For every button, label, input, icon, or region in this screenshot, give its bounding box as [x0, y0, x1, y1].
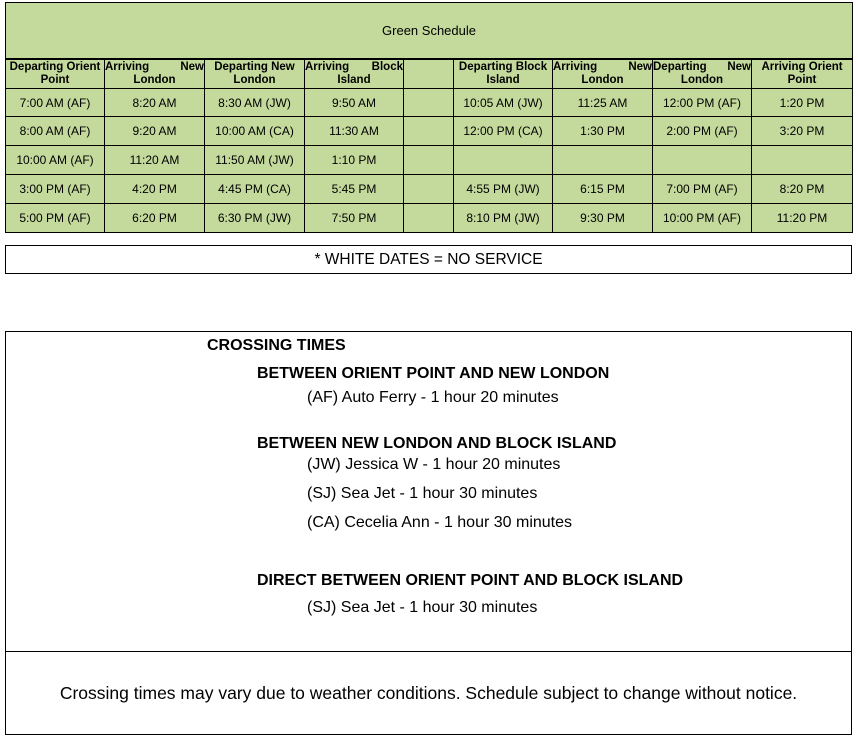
table-cell: 8:20 AM — [105, 89, 205, 117]
column-header: Departing New London — [205, 59, 305, 89]
table-cell — [404, 89, 454, 117]
schedule-table — [5, 2, 853, 233]
table-cell: 4:45 PM (CA) — [205, 175, 305, 204]
table-cell — [404, 204, 454, 233]
table-cell: 6:30 PM (JW) — [205, 204, 305, 233]
column-header: Departing Block Island — [454, 59, 553, 89]
table-cell: 10:05 AM (JW) — [454, 89, 553, 117]
footnote: Crossing times may vary due to weather conditions. Schedule subject to change without notice. — [59, 683, 798, 703]
section-heading: DIRECT BETWEEN ORIENT POINT AND BLOCK ISLAND — [257, 572, 684, 589]
table-cell: 4:55 PM (JW) — [454, 175, 553, 204]
column-header: Arriving New London — [105, 59, 205, 89]
table-cell: 5:00 PM (AF) — [6, 204, 105, 233]
table-cell: 11:30 AM — [305, 117, 404, 146]
table-cell: 7:50 PM — [305, 204, 404, 233]
table-cell: 6:20 PM — [105, 204, 205, 233]
divider — [6, 651, 851, 652]
table-cell — [752, 146, 853, 175]
table-cell: 4:20 PM — [105, 175, 205, 204]
table-cell: 11:50 AM (JW) — [205, 146, 305, 175]
table-cell: 7:00 AM (AF) — [6, 89, 105, 117]
table-cell — [404, 146, 454, 175]
table-row — [6, 117, 853, 146]
crossing-line: (AF) Auto Ferry - 1 hour 20 minutes — [307, 389, 559, 406]
section-heading: BETWEEN NEW LONDON AND BLOCK ISLAND — [257, 435, 617, 452]
table-cell: 1:30 PM — [553, 117, 653, 146]
table-cell: 2:00 PM (AF) — [653, 117, 752, 146]
table-cell: 10:00 PM (AF) — [653, 204, 752, 233]
schedule-title: Green Schedule — [6, 3, 853, 60]
table-cell — [553, 146, 653, 175]
column-header: Arriving Block Island — [305, 59, 404, 89]
column-header: Arriving New London — [553, 59, 653, 89]
crossing-line: (SJ) Sea Jet - 1 hour 30 minutes — [307, 599, 538, 616]
column-header: Departing New London — [653, 59, 752, 89]
crossing-line: (JW) Jessica W - 1 hour 20 minutes — [307, 456, 561, 473]
crossing-times-title: CROSSING TIMES — [207, 337, 346, 354]
table-cell: 10:00 AM (AF) — [6, 146, 105, 175]
table-cell: 11:20 AM — [105, 146, 205, 175]
table-row — [6, 204, 853, 233]
table-cell: 12:00 PM (AF) — [653, 89, 752, 117]
table-cell — [653, 146, 752, 175]
column-header: Arriving Orient Point — [752, 59, 853, 89]
column-header-spacer — [404, 59, 454, 89]
table-cell: 10:00 AM (CA) — [205, 117, 305, 146]
section-heading: BETWEEN ORIENT POINT AND NEW LONDON — [257, 365, 610, 382]
table-cell: 5:45 PM — [305, 175, 404, 204]
table-cell: 6:15 PM — [553, 175, 653, 204]
table-cell — [454, 146, 553, 175]
table-row — [6, 175, 853, 204]
header-row — [6, 59, 853, 89]
table-cell: 9:30 PM — [553, 204, 653, 233]
crossing-times-box — [5, 331, 852, 735]
crossing-line: (CA) Cecelia Ann - 1 hour 30 minutes — [307, 514, 573, 531]
table-cell: 3:20 PM — [752, 117, 853, 146]
table-cell — [404, 117, 454, 146]
table-row — [6, 146, 853, 175]
table-row — [6, 89, 853, 117]
table-cell: 9:50 AM — [305, 89, 404, 117]
table-cell: 8:10 PM (JW) — [454, 204, 553, 233]
table-cell: 11:20 PM — [752, 204, 853, 233]
crossing-line: (SJ) Sea Jet - 1 hour 30 minutes — [307, 485, 538, 502]
table-cell: 8:30 AM (JW) — [205, 89, 305, 117]
column-header: Departing Orient Point — [6, 59, 105, 89]
table-cell — [404, 175, 454, 204]
table-cell: 8:20 PM — [752, 175, 853, 204]
table-cell: 3:00 PM (AF) — [6, 175, 105, 204]
table-cell: 1:20 PM — [752, 89, 853, 117]
table-cell: 8:00 AM (AF) — [6, 117, 105, 146]
table-cell: 1:10 PM — [305, 146, 404, 175]
table-cell: 9:20 AM — [105, 117, 205, 146]
table-cell: 7:00 PM (AF) — [653, 175, 752, 204]
no-service-notice: * WHITE DATES = NO SERVICE — [5, 245, 852, 274]
table-cell: 11:25 AM — [553, 89, 653, 117]
table-cell: 12:00 PM (CA) — [454, 117, 553, 146]
